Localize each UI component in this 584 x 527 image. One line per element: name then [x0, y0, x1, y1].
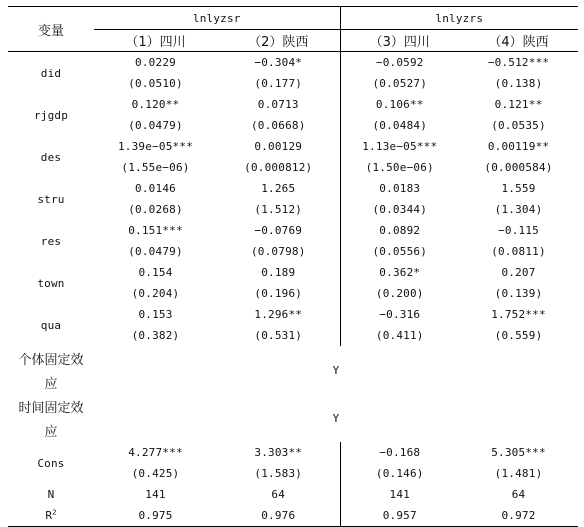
row-cons-coef-4: 5.305***: [491, 446, 546, 459]
row-res-se-4: (0.0811): [491, 245, 546, 258]
row-town-se-2: (0.196): [217, 283, 340, 304]
row-des-se-2: (0.000812): [217, 157, 340, 178]
header-col-4: （4）陕西: [459, 30, 578, 52]
row-res-coef-3: 0.0892: [379, 224, 421, 237]
header-col-1: （1）四川: [94, 30, 217, 52]
row-did-se-row: [8, 73, 578, 94]
row-r2-label: R: [45, 509, 53, 522]
row-town-se-4: (0.139): [494, 287, 543, 300]
regression-table: [8, 6, 578, 527]
row-town-coef-2: 0.189: [217, 262, 340, 283]
row-town-se-3: (0.200): [375, 287, 424, 300]
row-stru-se-1: (0.0268): [128, 203, 183, 216]
header-variable: 变量: [8, 7, 94, 52]
row-stru-se-2: (1.512): [217, 199, 340, 220]
row-cons-coef-3: −0.168: [379, 446, 421, 459]
row-town-se-row: [8, 283, 578, 304]
row-town-coef-3: 0.362*: [379, 266, 421, 279]
row-qua-se-1: (0.382): [131, 329, 180, 342]
row-qua-se-2: (0.531): [217, 325, 340, 346]
row-des-se-row: [8, 157, 578, 178]
row-rjgdp-coef-3: 0.106**: [375, 98, 424, 111]
row-did-se-3: (0.0527): [372, 77, 428, 90]
row-n: [8, 484, 578, 505]
row-cons-se-3: (0.146): [375, 467, 424, 480]
row-stru-coef-2: 1.265: [217, 178, 340, 199]
row-des-se-1: (1.55e−06): [121, 161, 190, 174]
row-town-coef-4: 0.207: [501, 266, 536, 279]
row-res-se-row: [8, 241, 578, 262]
row-n-value-2: 64: [217, 484, 340, 505]
row-rjgdp-se-3: (0.0484): [372, 119, 428, 132]
row-cons-se-2: (1.583): [217, 463, 340, 484]
row-did-se-4: (0.138): [494, 77, 543, 90]
row-rjgdp-se-1: (0.0479): [128, 119, 183, 132]
row-town-se-1: (0.204): [131, 287, 180, 300]
row-qua-coef-2: 1.296**: [217, 304, 340, 325]
row-cons-se-1: (0.425): [131, 467, 180, 480]
row-res-se-2: (0.0798): [217, 241, 340, 262]
row-did-coef-3: −0.0592: [375, 56, 424, 69]
row-did-se-1: (0.0510): [128, 77, 183, 90]
row-rjgdp-se-2: (0.0668): [217, 115, 340, 136]
row-des-coef-1: 1.39e−05***: [117, 140, 194, 153]
row-qua-se-row: [8, 325, 578, 346]
row-n-value-1: 141: [145, 488, 166, 501]
row-res-name: res: [40, 234, 62, 248]
row-did-coef-4: −0.512***: [487, 56, 550, 69]
row-res-se-1: (0.0479): [128, 245, 183, 258]
row-n-value-4: 64: [511, 488, 526, 501]
row-stru-coef-row: [8, 178, 578, 199]
row-cons-coef-2: 3.303**: [217, 442, 340, 463]
row-rjgdp-se-4: (0.0535): [491, 119, 546, 132]
row-rjgdp-coef-row: [8, 94, 578, 115]
row-des-coef-row: [8, 136, 578, 157]
fixed-effect-label-cont: 应: [44, 424, 58, 440]
row-stru-se-row: [8, 199, 578, 220]
row-r2-value-1: 0.975: [94, 505, 217, 527]
fixed-effect-label-cont: 应: [44, 376, 58, 392]
row-res-coef-1: 0.151***: [128, 224, 183, 237]
row-town-name: town: [37, 276, 65, 290]
row-n-name: N: [47, 488, 55, 501]
row-rjgdp-coef-4: 0.121**: [494, 98, 543, 111]
row-did-coef-1: 0.0229: [135, 56, 176, 69]
row-qua-se-3: (0.411): [375, 329, 424, 342]
row-des-coef-3: 1.13e−05***: [362, 140, 438, 153]
row-r2-value-3: 0.957: [340, 505, 459, 527]
header-col-3: （3）四川: [340, 30, 459, 52]
row-did-coef-2: −0.304*: [217, 52, 340, 74]
row-cons-coef-1: 4.277***: [128, 446, 183, 459]
row-r2-superscript: 2: [52, 508, 57, 517]
row-rjgdp-coef-2: 0.0713: [217, 94, 340, 115]
row-qua-se-4: (0.559): [494, 329, 543, 342]
row-n-value-3: 141: [389, 488, 410, 501]
row-rjgdp-name: rjgdp: [33, 108, 69, 122]
row-qua-coef-1: 0.153: [138, 308, 173, 321]
row-res-coef-row: [8, 220, 578, 241]
header-col-2: （2）陕西: [217, 30, 340, 52]
row-res-coef-2: −0.0769: [217, 220, 340, 241]
row-cons-name: Cons: [37, 456, 65, 470]
fixed-effect-label: 时间固定效: [18, 400, 84, 416]
fixed-effect-row: [8, 394, 578, 418]
header-group-lnlyzsr: lnlyzsr: [94, 7, 340, 30]
row-qua-coef-4: 1.752***: [491, 308, 546, 321]
row-r2-value-2: 0.976: [217, 505, 340, 527]
row-r2-value-4: 0.972: [459, 505, 578, 527]
row-stru-se-3: (0.0344): [372, 203, 428, 216]
fixed-effect-row: [8, 346, 578, 370]
row-town-coef-row: [8, 262, 578, 283]
row-stru-se-4: (1.304): [494, 203, 543, 216]
fixed-effect-value: Y: [332, 411, 340, 425]
row-stru-coef-4: 1.559: [501, 182, 536, 195]
row-r2-name: [8, 505, 94, 527]
row-stru-coef-3: 0.0183: [379, 182, 421, 195]
row-did-se-2: (0.177): [217, 73, 340, 94]
fixed-effect-label: 个体固定效: [18, 352, 84, 368]
row-cons-se-row: [8, 463, 578, 484]
row-res-coef-4: −0.115: [498, 224, 539, 237]
row-cons-coef-row: [8, 442, 578, 463]
row-des-coef-4: 0.00119**: [487, 140, 550, 153]
row-did-name: did: [40, 66, 62, 80]
row-rjgdp-se-row: [8, 115, 578, 136]
row-town-coef-1: 0.154: [138, 266, 173, 279]
row-r2: [8, 505, 578, 527]
row-stru-coef-1: 0.0146: [135, 182, 176, 195]
row-qua-name: qua: [40, 318, 62, 332]
row-des-name: des: [40, 150, 62, 164]
fixed-effect-value: Y: [332, 363, 340, 377]
header-group-lnlyzrs: lnlyzrs: [340, 7, 578, 30]
row-qua-coef-row: [8, 304, 578, 325]
row-qua-coef-3: −0.316: [379, 308, 421, 321]
row-des-se-3: (1.50e−06): [365, 161, 434, 174]
row-did-coef-row: [8, 52, 578, 74]
row-cons-se-4: (1.481): [494, 467, 543, 480]
row-res-se-3: (0.0556): [372, 245, 428, 258]
row-rjgdp-coef-1: 0.120**: [131, 98, 180, 111]
row-des-se-4: (0.000584): [484, 161, 553, 174]
row-stru-name: stru: [37, 192, 65, 206]
row-des-coef-2: 0.00129: [217, 136, 340, 157]
